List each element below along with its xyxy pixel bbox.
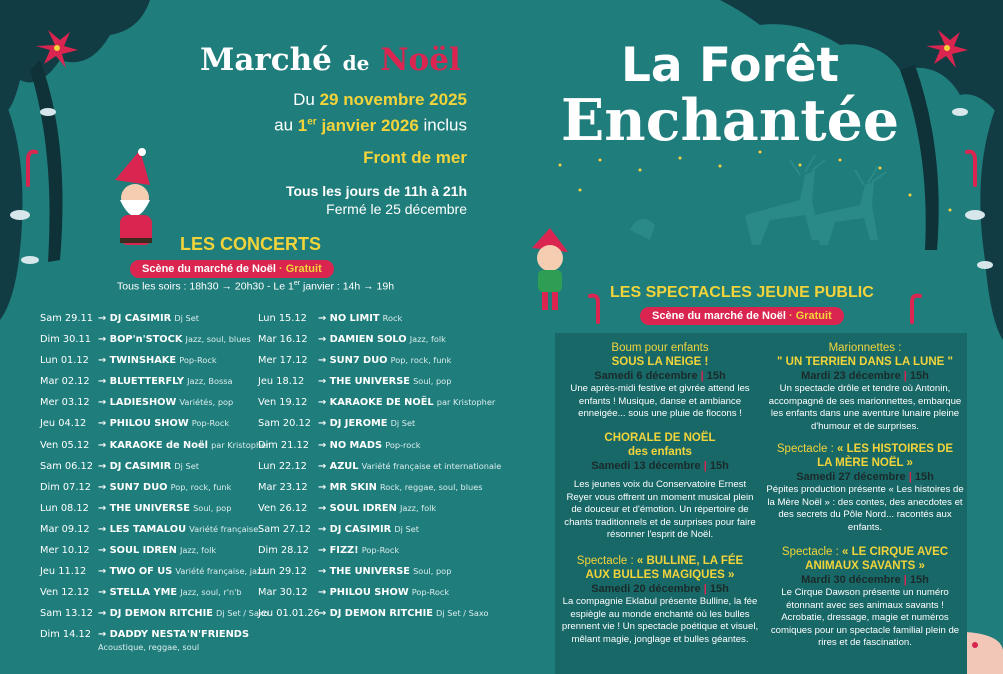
opening-hours: Tous les jours de 11h à 21h: [285, 183, 467, 199]
show-desc: Une après-midi festive et givrée attend les enfants ! Musique, danse et ambiance enneigée... sous une pluie de flocons !: [570, 383, 750, 420]
show-time: 15h: [909, 574, 929, 586]
concert-date: Sam 20.12: [258, 418, 311, 430]
concert-row: [40, 566, 270, 587]
concert-row: [40, 524, 270, 545]
concert-style: Jazz, folk: [179, 545, 217, 556]
concert-style: Pop-Rock: [191, 418, 230, 429]
show-name-2: AUX BULLES MAGIQUES »: [585, 568, 735, 581]
concert-date: Mer 10.12: [40, 545, 90, 557]
concert-artist: → KARAOKE de Noël: [98, 439, 208, 451]
concert-row: [258, 524, 501, 545]
spectacles-stage-badge: [640, 307, 844, 325]
concert-artist: → DADDY NESTA'N'FRIENDS: [98, 629, 249, 641]
show-name: « LES HISTOIRES DE: [837, 443, 954, 455]
market-title-word: Marché: [200, 42, 332, 78]
end-date: janvier 2026: [321, 115, 419, 135]
concerts-stage-badge: [130, 260, 334, 278]
concert-row: [258, 418, 501, 439]
concert-artist: → LADIESHOW: [98, 397, 177, 409]
concert-row: [40, 587, 270, 608]
concert-artist: → DJ CASIMIR: [98, 460, 172, 472]
concert-date: Sam 27.12: [258, 523, 311, 535]
concert-date: Jeu 01.01.26: [258, 608, 320, 620]
concert-row: [258, 461, 501, 482]
concert-row: [258, 397, 501, 418]
concert-row: [40, 545, 270, 566]
show-name-2: LA MÈRE NOËL »: [817, 456, 913, 469]
concert-row: [40, 376, 270, 397]
show-time: 15h: [709, 583, 729, 595]
show-desc: Le Cirque Dawson présente un numéro étonnant avec ses animaux savants ! Acrobatie, dressage, magie et numéros comiques pour un spectacle familial plein de rires et de fascination.: [770, 587, 960, 649]
concert-artist: → DJ CASIMIR: [98, 313, 172, 324]
concert-row: [258, 566, 501, 587]
concert-row: [258, 608, 501, 629]
stage-label: Scène du marché de Noël: [652, 310, 786, 322]
concerts-list-left: [40, 313, 270, 651]
market-title: [200, 42, 461, 78]
market-location: Front de mer: [363, 148, 467, 167]
concert-artist: → PHILOU SHOW: [318, 587, 409, 599]
show-kicker: Spectacle :: [576, 555, 634, 567]
show-name: SOUS LA NEIGE !: [611, 355, 709, 368]
concert-date: Lun 15.12: [258, 313, 307, 324]
concert-artist: → SOUL IDREN: [318, 502, 397, 514]
free-label: Gratuit: [285, 263, 322, 275]
show-sep: |: [700, 370, 704, 382]
concert-style: par Kristopher: [436, 397, 496, 408]
concert-row: [40, 440, 270, 461]
show-date: Mardi 30 décembre: [801, 574, 901, 586]
show-sep: |: [703, 583, 707, 595]
concert-row: [40, 482, 270, 503]
market-dates: [274, 89, 467, 137]
closed-day: Fermé le 25 décembre: [326, 201, 467, 217]
concert-style: Pop-Rock: [361, 545, 400, 556]
show-date: Samedi 13 décembre: [591, 460, 701, 472]
show-kicker: Boum pour enfants: [611, 342, 709, 354]
concert-date: Mer 17.12: [258, 355, 308, 367]
concert-style: Dj Set: [394, 523, 419, 534]
dates-suffix: inclus: [423, 115, 467, 135]
show-desc: La compagnie Eklabul présente Bulline, la fée espiègle au monde enchanté où les bulles prennent vie ! Un spectacle poétique et visuel, mêlant magie, jonglage et bulles géantes.: [561, 596, 759, 645]
concert-date: Sam 13.12: [40, 608, 93, 620]
concert-artist: → SUN7 DUO: [98, 481, 168, 493]
show-time: 15h: [914, 471, 934, 483]
concert-date: Mar 23.12: [258, 481, 308, 493]
concert-style: Pop, rock, funk: [390, 355, 452, 366]
concert-artist: → FIZZ!: [318, 545, 359, 557]
concert-artist: → SOUL IDREN: [98, 545, 177, 557]
concert-artist: → NO MADS: [318, 439, 383, 451]
end-day: 1: [297, 115, 308, 135]
concert-style: Soul, pop: [413, 566, 452, 577]
show-sep: |: [908, 471, 912, 483]
show-kicker: Spectacle :: [781, 546, 839, 558]
concert-date: Dim 28.12: [258, 545, 309, 557]
concert-style: Pop, rock, funk: [170, 481, 232, 492]
concert-date: Dim 30.11: [40, 334, 91, 346]
concert-row: [258, 545, 501, 566]
concert-style: Pop-Rock: [411, 587, 450, 598]
concert-date: Ven 19.12: [258, 397, 308, 409]
concert-artist: → TWO OF US: [98, 566, 173, 578]
concert-artist: → DJ DEMON RITCHIE: [98, 608, 213, 620]
concert-artist: → LES TAMALOU: [98, 523, 187, 535]
concert-row: [40, 334, 270, 355]
concert-date: Dim 07.12: [40, 481, 91, 493]
concert-style: Variété française: [189, 523, 259, 534]
concert-style: par Kristopher: [211, 439, 270, 450]
concerts-list-right: [258, 313, 501, 629]
concert-artist: → KARAOKE DE NOËL: [318, 397, 434, 409]
schedule-b: janvier : 14h → 19h: [300, 280, 395, 293]
show-histoires: [765, 443, 965, 534]
show-date: Samedi 20 décembre: [591, 583, 701, 595]
show-name: " UN TERRIEN DANS LA LUNE ": [777, 355, 953, 368]
concert-date: Lun 08.12: [40, 502, 89, 514]
show-sep: |: [703, 460, 707, 472]
concert-date: Jeu 04.12: [40, 418, 87, 430]
show-boum: [560, 342, 760, 421]
concert-date: Mar 30.12: [258, 587, 308, 599]
show-date: Samedi 6 décembre: [594, 370, 698, 382]
concert-artist: → BOP'n'STOCK: [98, 334, 183, 346]
concert-artist: → DJ JEROME: [318, 418, 388, 430]
concert-row: [40, 629, 270, 653]
concert-style: Pop-rock: [385, 439, 421, 450]
concert-row: [258, 587, 501, 608]
concert-style: Dj Set: [174, 313, 199, 323]
concert-row: [258, 376, 501, 397]
concert-style: Acoustique, reggae, soul: [98, 642, 200, 653]
concert-style: Dj Set: [174, 460, 199, 471]
concert-date: Mer 03.12: [40, 397, 90, 409]
show-name: « BULLINE, LA FÉE: [636, 555, 744, 567]
show-date: Mardi 23 décembre: [801, 370, 901, 382]
show-date: Samedi 27 décembre: [796, 471, 906, 483]
concert-style: Pop-Rock: [179, 355, 217, 366]
concert-style: Soul, pop: [413, 376, 452, 387]
concert-row: [40, 461, 270, 482]
concert-date: Ven 26.12: [258, 502, 308, 514]
show-name-2: ANIMAUX SAVANTS »: [805, 559, 925, 572]
show-sep: |: [903, 574, 907, 586]
free-label: Gratuit: [795, 310, 832, 322]
show-bulline: [560, 555, 760, 646]
concert-date: Ven 05.12: [40, 439, 90, 451]
concert-date: Dim 14.12: [40, 629, 91, 641]
concert-style: Dj Set / Saxo: [216, 608, 269, 619]
show-name-2: des enfants: [628, 445, 692, 458]
concert-date: Lun 29.12: [258, 566, 307, 578]
market-title-de: de: [342, 51, 370, 75]
concert-artist: → THE UNIVERSE: [318, 376, 410, 388]
concert-row: [40, 397, 270, 418]
concert-style: Variété française et internationale: [361, 460, 502, 471]
concert-artist: → PHILOU SHOW: [98, 418, 189, 430]
concert-row: [258, 482, 501, 503]
concert-date: Lun 22.12: [258, 460, 307, 472]
concert-style: Dj Set / Saxo: [436, 608, 489, 619]
schedule-a: Tous les soirs : 18h30 → 20h30 - Le 1: [117, 280, 294, 293]
show-time: 15h: [706, 370, 726, 382]
concert-date: Ven 12.12: [40, 587, 90, 599]
concert-artist: → DJ DEMON RITCHIE: [318, 608, 433, 620]
schedule-sup: er: [293, 280, 301, 287]
concert-row: [40, 355, 270, 376]
concert-style: Jazz, Bossa: [187, 376, 233, 387]
concert-row: [40, 418, 270, 439]
concert-artist: → STELLA YME: [98, 587, 178, 599]
concert-row: [258, 503, 501, 524]
forest-title-line1: La Forêt: [620, 38, 840, 93]
concert-artist: → THE UNIVERSE: [98, 502, 190, 514]
show-desc: Les jeunes voix du Conservatoire Ernest Reyer vous offrent un moment musical plein de douceur et d'émotion. Un répertoire de chants traditionnels et de surprises pour faire résonner l'esprit de Noël.: [564, 479, 756, 541]
concerts-title: LES CONCERTS: [180, 234, 322, 254]
concert-artist: → TWINSHAKE: [98, 355, 177, 367]
concert-style: Soul, pop: [193, 502, 232, 513]
show-name: CHORALE DE NOËL: [604, 432, 716, 444]
show-sep: |: [903, 370, 907, 382]
concert-row: [258, 355, 501, 376]
show-chorale: [560, 432, 760, 542]
show-kicker: Spectacle :: [776, 443, 834, 455]
concert-date: Sam 06.12: [40, 460, 93, 472]
show-cirque: [765, 546, 965, 650]
concert-style: Jazz, folk: [399, 502, 437, 513]
market-hours: [286, 182, 467, 218]
show-time: 15h: [909, 370, 929, 382]
concert-style: Variété française, jazz: [175, 566, 266, 577]
concert-date: Jeu 18.12: [258, 376, 305, 388]
concert-date: Dim 21.12: [258, 439, 309, 451]
concerts-schedule: [117, 280, 394, 293]
concert-date: Mar 16.12: [258, 334, 308, 346]
concert-artist: → BLUETTERFLY: [98, 376, 184, 388]
dates-prefix-2: au: [274, 115, 294, 135]
concert-artist: → NO LIMIT: [318, 313, 380, 324]
stage-sep: ·: [278, 263, 283, 275]
dates-prefix: Du: [293, 90, 315, 109]
concert-row: [40, 503, 270, 524]
concert-row: [258, 313, 501, 334]
end-day-sup: er: [307, 116, 317, 127]
concert-artist: → MR SKIN: [318, 481, 377, 493]
show-time: 15h: [709, 460, 729, 472]
concert-date: Sam 29.11: [40, 313, 93, 324]
concert-artist: → DJ CASIMIR: [318, 523, 392, 535]
concert-style: Variétés, pop: [179, 397, 234, 408]
show-desc: Pépites production présente « Les histoires de la Mère Noël » : des contes, des anecdotes et des secrets du Pôle Nord... racontés aux enfants.: [766, 484, 964, 533]
concert-style: Jazz, soul, r'n'b: [180, 587, 242, 598]
concert-artist: → THE UNIVERSE: [318, 566, 410, 578]
concert-date: Jeu 11.12: [40, 566, 87, 578]
show-kicker: Marionnettes :: [828, 342, 902, 354]
concert-artist: → DAMIEN SOLO: [318, 334, 407, 346]
concert-date: Mar 09.12: [40, 523, 90, 535]
concert-style: Dj Set: [390, 418, 416, 429]
stage-sep: ·: [788, 310, 793, 322]
market-title-noel: Noël: [380, 42, 461, 78]
concert-row: [258, 440, 501, 461]
concert-date: Mar 02.12: [40, 376, 90, 388]
show-desc: Un spectacle drôle et tendre où Antonin, accompagné de ses marionnettes, embarque les enfants dans une aventure lunaire pleine d'humour et de surprises.: [768, 383, 962, 432]
concert-artist: → AZUL: [318, 460, 359, 472]
concert-artist: → SUN7 DUO: [318, 355, 388, 367]
concert-style: Rock, reggae, soul, blues: [379, 481, 483, 492]
concert-row: [258, 334, 501, 355]
concert-date: Lun 01.12: [40, 355, 89, 367]
stage-label: Scène du marché de Noël: [142, 263, 276, 275]
spectacles-title: LES SPECTACLES JEUNE PUBLIC: [610, 284, 874, 301]
start-date: 29 novembre 2025: [319, 90, 467, 109]
concert-style: Rock: [382, 313, 403, 323]
show-name: « LE CIRQUE AVEC: [842, 546, 949, 558]
concert-row: [40, 608, 270, 629]
concert-row: [40, 313, 270, 334]
concert-style: Jazz, soul, blues: [185, 334, 251, 345]
show-marionnettes: [765, 342, 965, 433]
forest-title-line2: Enchantée: [560, 87, 900, 154]
concert-style: Jazz, folk: [409, 334, 446, 345]
